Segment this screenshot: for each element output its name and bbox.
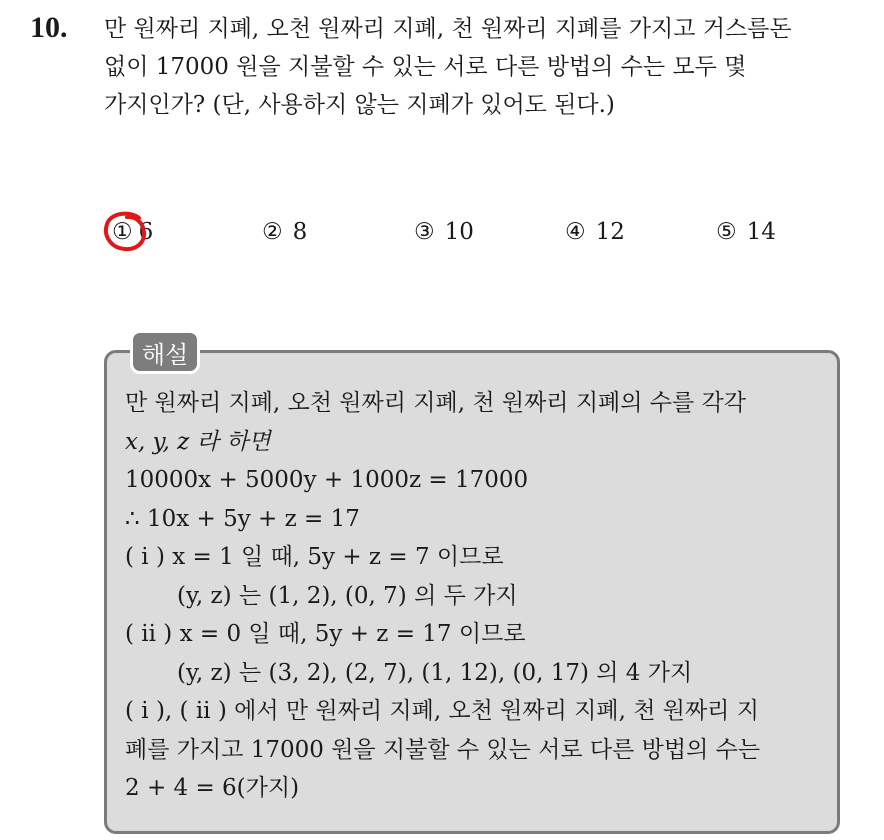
solution-line-5: ( i ) x = 1 일 때, 5y + z = 7 이므로 <box>125 544 504 570</box>
solution-line-4: ∴ 10x + 5y + z = 17 <box>125 505 360 532</box>
choice-4-number: ④ <box>565 219 586 245</box>
choice-2[interactable] <box>262 214 307 250</box>
choice-4[interactable] <box>565 214 625 250</box>
choice-4-value: 12 <box>595 219 625 245</box>
solution-line-3: 10000x + 5000y + 1000z = 17000 <box>125 467 529 493</box>
solution-line-6: (y, z) 는 (1, 2), (0, 7) 의 두 가지 <box>177 582 518 609</box>
choice-3-number: ③ <box>414 219 435 245</box>
question-text <box>104 10 862 124</box>
answer-mark-circle-icon <box>101 210 151 254</box>
choice-2-number: ② <box>262 219 283 245</box>
solution-line-8: (y, z) 는 (3, 2), (2, 7), (1, 12), (0, 17) 의 4 가지 <box>177 659 693 686</box>
solution-line-7: ( ii ) x = 0 일 때, 5y + z = 17 이므로 <box>125 621 526 647</box>
choice-5[interactable] <box>716 214 776 250</box>
problem-number: 10. <box>30 11 68 44</box>
question-line-1: 만 원짜리 지폐, 오천 원짜리 지폐, 천 원짜리 지폐를 가지고 거스름돈 <box>104 16 792 42</box>
choice-3-value: 10 <box>444 219 474 245</box>
solution-line-11: 2 + 4 = 6(가지) <box>125 775 300 801</box>
choice-1-value: 6 <box>138 219 154 245</box>
solution-tab-label: 해설 <box>130 330 200 374</box>
choice-5-number: ⑤ <box>716 219 737 245</box>
choice-5-value: 14 <box>746 219 776 245</box>
question-line-2: 없이 17000 원을 지불할 수 있는 서로 다른 방법의 수는 모두 몇 <box>104 54 747 80</box>
solution-body <box>125 384 825 808</box>
solution-line-2: x, y, z 라 하면 <box>125 428 271 455</box>
solution-line-9: ( i ), ( ii ) 에서 만 원짜리 지폐, 오천 원짜리 지폐, 천 원짜리 지 <box>125 698 759 724</box>
solution-line-1: 만 원짜리 지폐, 오천 원짜리 지폐, 천 원짜리 지폐의 수를 각각 <box>125 390 746 416</box>
choice-1-number: ① <box>112 219 133 245</box>
choice-3[interactable] <box>414 214 474 250</box>
solution-line-10: 폐를 가지고 17000 원을 지불할 수 있는 서로 다른 방법의 수는 <box>125 736 761 763</box>
choice-2-value: 8 <box>292 219 308 245</box>
question-line-3: 가지인가? (단, 사용하지 않는 지폐가 있어도 된다.) <box>104 92 615 118</box>
